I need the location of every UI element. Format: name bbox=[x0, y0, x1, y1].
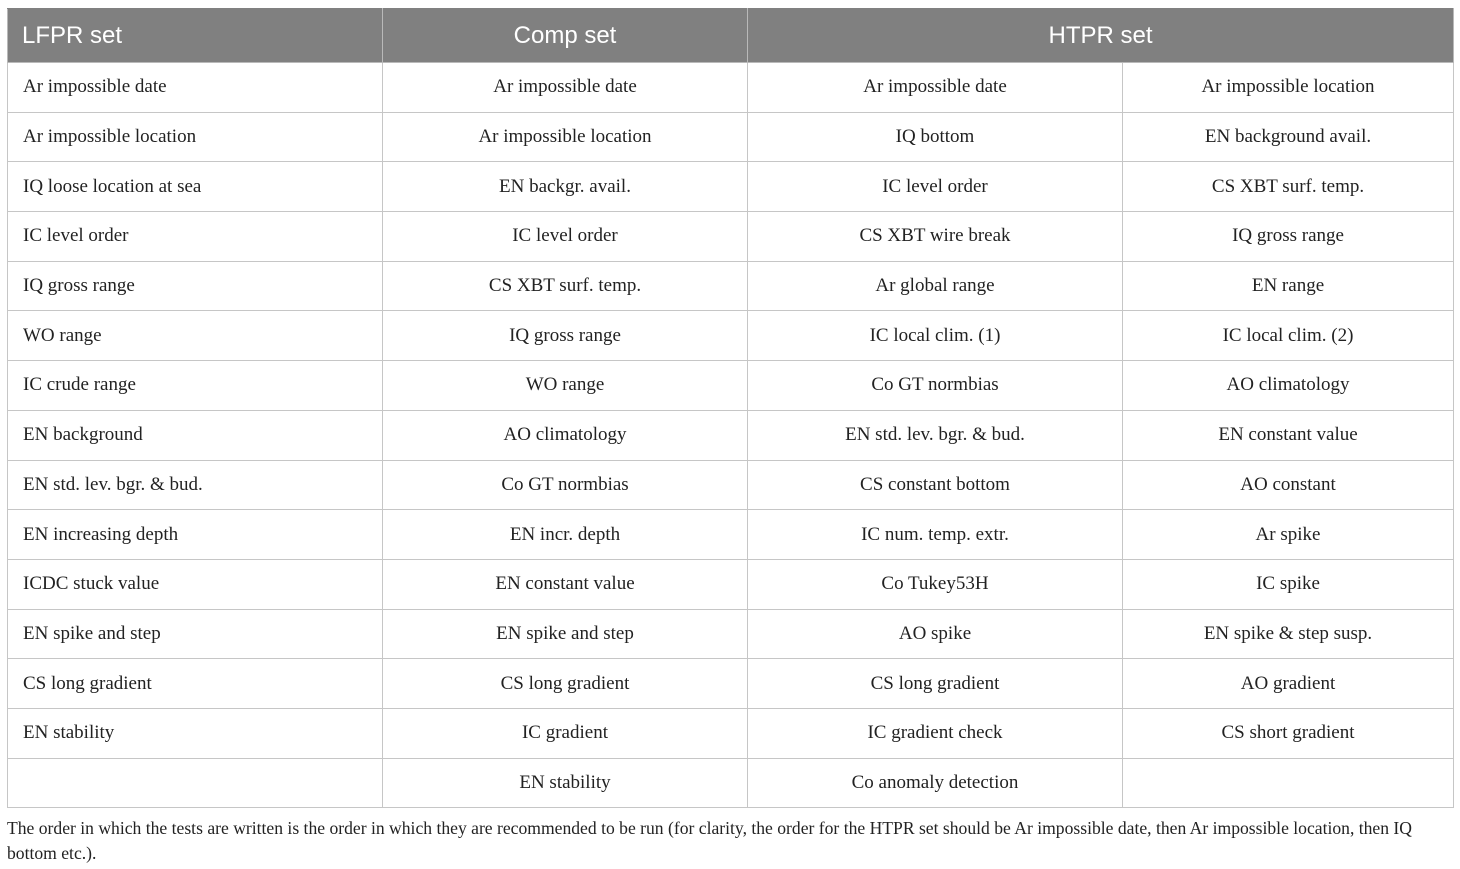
table-cell: IQ bottom bbox=[748, 112, 1123, 162]
table-cell: EN backgr. avail. bbox=[383, 162, 748, 212]
table-cell: Co GT normbias bbox=[383, 460, 748, 510]
table-cell: CS XBT surf. temp. bbox=[383, 261, 748, 311]
table-cell: Ar impossible location bbox=[383, 112, 748, 162]
table-cell: IQ gross range bbox=[383, 311, 748, 361]
header-row bbox=[8, 9, 1454, 63]
header-lfpr-set: LFPR set bbox=[8, 9, 383, 63]
table-row bbox=[8, 311, 1454, 361]
table-cell: EN incr. depth bbox=[383, 510, 748, 560]
table-cell: Ar impossible date bbox=[383, 63, 748, 113]
table-cell: EN stability bbox=[383, 758, 748, 808]
table-cell: AO gradient bbox=[1123, 659, 1454, 709]
table-row bbox=[8, 708, 1454, 758]
table-cell: AO spike bbox=[748, 609, 1123, 659]
table-row bbox=[8, 212, 1454, 262]
table-cell bbox=[1123, 758, 1454, 808]
table-cell: IC num. temp. extr. bbox=[748, 510, 1123, 560]
table-cell: IC level order bbox=[8, 212, 383, 262]
table-row bbox=[8, 361, 1454, 411]
table-cell: CS XBT surf. temp. bbox=[1123, 162, 1454, 212]
table-cell: Co GT normbias bbox=[748, 361, 1123, 411]
table-cell: Ar impossible date bbox=[748, 63, 1123, 113]
table-cell: Ar impossible date bbox=[8, 63, 383, 113]
table-cell: Ar impossible location bbox=[8, 112, 383, 162]
table-cell: Co anomaly detection bbox=[748, 758, 1123, 808]
table-cell: AO climatology bbox=[1123, 361, 1454, 411]
table-cell: EN std. lev. bgr. & bud. bbox=[8, 460, 383, 510]
table-cell: EN background avail. bbox=[1123, 112, 1454, 162]
table-cell: IC crude range bbox=[8, 361, 383, 411]
header-comp-set: Comp set bbox=[383, 9, 748, 63]
table-cell: WO range bbox=[8, 311, 383, 361]
table-cell: EN constant value bbox=[1123, 410, 1454, 460]
table-cell: IQ gross range bbox=[8, 261, 383, 311]
table-cell: IQ loose location at sea bbox=[8, 162, 383, 212]
table-cell: WO range bbox=[383, 361, 748, 411]
table-cell: AO constant bbox=[1123, 460, 1454, 510]
table-cell: IC local clim. (1) bbox=[748, 311, 1123, 361]
table-row bbox=[8, 162, 1454, 212]
table-cell: Ar global range bbox=[748, 261, 1123, 311]
table-cell: EN spike and step bbox=[8, 609, 383, 659]
table-row bbox=[8, 261, 1454, 311]
table-row bbox=[8, 609, 1454, 659]
table-row bbox=[8, 559, 1454, 609]
table-cell: CS long gradient bbox=[748, 659, 1123, 709]
table-cell: CS XBT wire break bbox=[748, 212, 1123, 262]
table-row bbox=[8, 460, 1454, 510]
table-cell: EN std. lev. bgr. & bud. bbox=[748, 410, 1123, 460]
table-row bbox=[8, 410, 1454, 460]
table-header bbox=[8, 9, 1454, 63]
table-cell: EN range bbox=[1123, 261, 1454, 311]
table-cell: CS constant bottom bbox=[748, 460, 1123, 510]
table-cell: ICDC stuck value bbox=[8, 559, 383, 609]
table-cell: IQ gross range bbox=[1123, 212, 1454, 262]
table-row bbox=[8, 758, 1454, 808]
table-cell: EN spike and step bbox=[383, 609, 748, 659]
table-cell: AO climatology bbox=[383, 410, 748, 460]
table-row bbox=[8, 63, 1454, 113]
table-row bbox=[8, 112, 1454, 162]
table-cell: EN stability bbox=[8, 708, 383, 758]
table-cell: EN increasing depth bbox=[8, 510, 383, 560]
header-htpr-set: HTPR set bbox=[748, 9, 1454, 63]
table-footnote: The order in which the tests are written is the order in which they are recommended to be run (for clarity, the order for the HTPR set should be Ar impossible date, then Ar impossible location, then IQ bottom etc.). bbox=[7, 818, 1412, 863]
table-cell: EN spike & step susp. bbox=[1123, 609, 1454, 659]
qc-tests-table-container bbox=[7, 8, 1453, 808]
table-cell: CS long gradient bbox=[8, 659, 383, 709]
table-cell bbox=[8, 758, 383, 808]
table-body bbox=[8, 63, 1454, 808]
table-cell: Co Tukey53H bbox=[748, 559, 1123, 609]
table-cell: IC spike bbox=[1123, 559, 1454, 609]
table-cell: IC level order bbox=[383, 212, 748, 262]
table-cell: Ar spike bbox=[1123, 510, 1454, 560]
table-cell: Ar impossible location bbox=[1123, 63, 1454, 113]
table-cell: IC gradient check bbox=[748, 708, 1123, 758]
table-cell: EN constant value bbox=[383, 559, 748, 609]
table-cell: CS short gradient bbox=[1123, 708, 1454, 758]
table-row bbox=[8, 659, 1454, 709]
table-cell: EN background bbox=[8, 410, 383, 460]
table-cell: IC gradient bbox=[383, 708, 748, 758]
qc-tests-table bbox=[7, 8, 1454, 808]
table-cell: CS long gradient bbox=[383, 659, 748, 709]
table-cell: IC local clim. (2) bbox=[1123, 311, 1454, 361]
table-row bbox=[8, 510, 1454, 560]
table-cell: IC level order bbox=[748, 162, 1123, 212]
